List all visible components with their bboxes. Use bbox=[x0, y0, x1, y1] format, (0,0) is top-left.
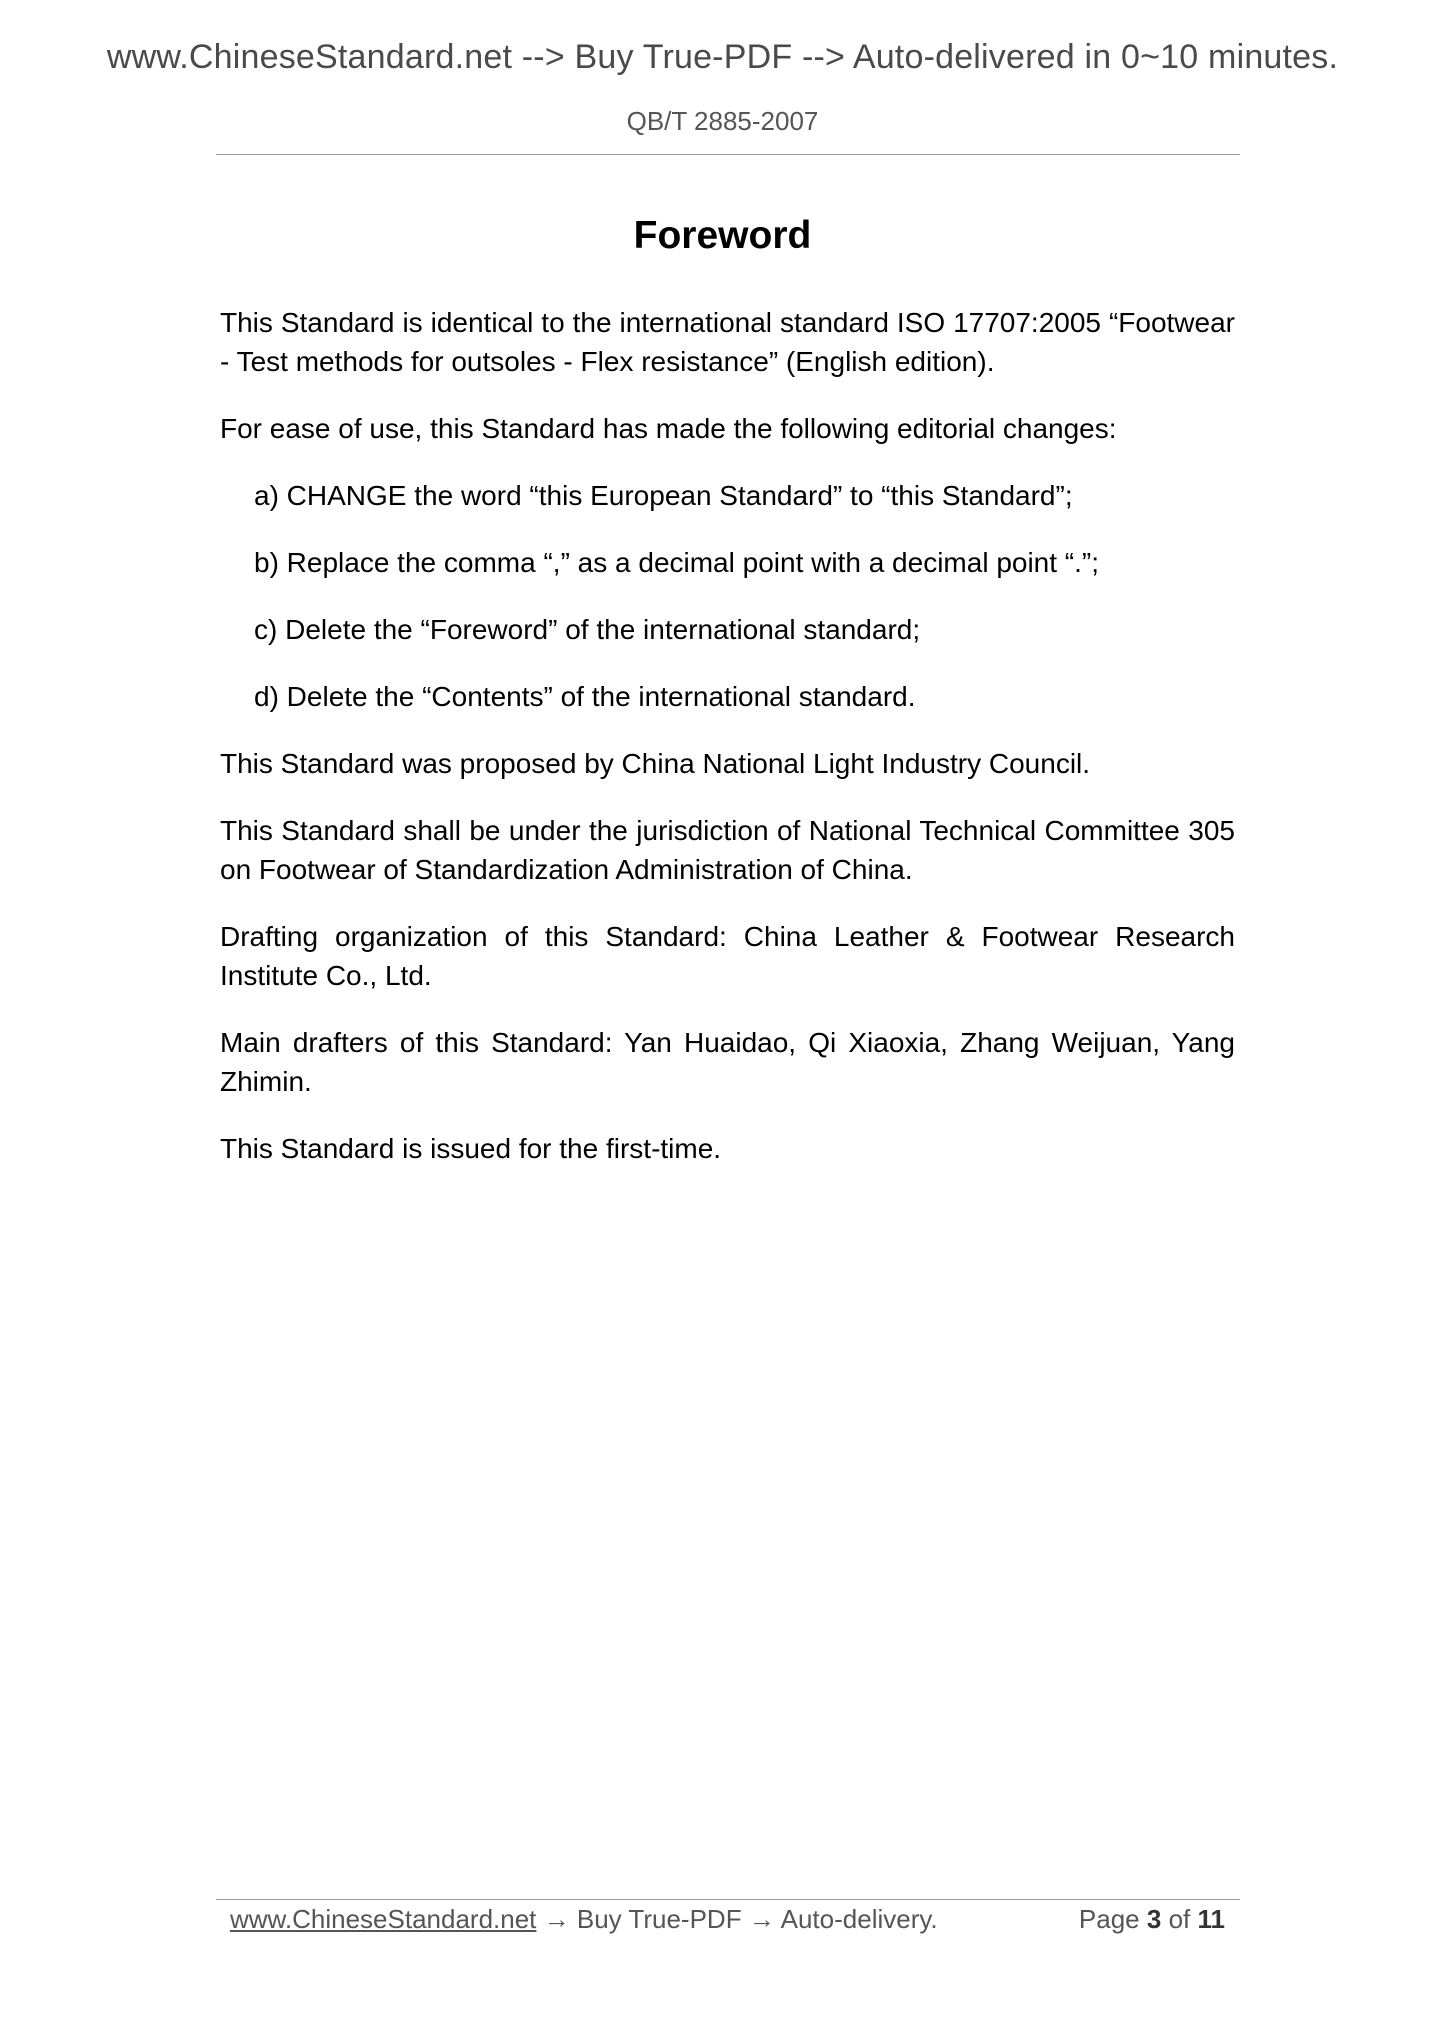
footer-divider bbox=[216, 1899, 1240, 1900]
footer-links bbox=[230, 1904, 938, 1935]
arrow-right-icon: → bbox=[543, 1904, 570, 1934]
footer-buy-text: Buy True-PDF bbox=[576, 1904, 742, 1934]
list-item: b) Replace the comma “,” as a decimal point with a decimal point “.”; bbox=[254, 547, 1100, 578]
list-item: a) CHANGE the word “this European Standard” to “this Standard”; bbox=[254, 480, 1073, 511]
footer-website-link[interactable]: www.ChineseStandard.net bbox=[230, 1904, 537, 1934]
of-label: of bbox=[1168, 1904, 1191, 1934]
page-footer bbox=[230, 1904, 1225, 1935]
paragraph-editorial-changes: For ease of use, this Standard has made the following editorial changes: bbox=[220, 413, 1117, 444]
page-current: 3 bbox=[1146, 1904, 1162, 1934]
list-item: c) Delete the “Foreword” of the international standard; bbox=[254, 614, 921, 645]
paragraph-proposed-by: This Standard was proposed by China National Light Industry Council. bbox=[220, 748, 1091, 779]
top-banner[interactable]: www.ChineseStandard.net --> Buy True-PDF --> Auto-delivered in 0~10 minutes. bbox=[106, 38, 1339, 76]
page-total: 11 bbox=[1197, 1904, 1225, 1934]
footer-delivery-text: Auto-delivery. bbox=[780, 1904, 938, 1934]
header-divider bbox=[216, 154, 1240, 155]
paragraph-drafting-organization: Drafting organization of this Standard: China Leather & Footwear Research Institute Co., Ltd. bbox=[220, 921, 1235, 991]
page-number bbox=[1079, 1904, 1225, 1935]
paragraph-first-issue: This Standard is issued for the first-time. bbox=[220, 1133, 722, 1164]
list-item: d) Delete the “Contents” of the international standard. bbox=[254, 681, 916, 712]
document-code: QB/T 2885-2007 bbox=[626, 106, 819, 136]
foreword-body bbox=[220, 303, 1235, 1196]
page-label: Page bbox=[1078, 1904, 1140, 1934]
paragraph-identical-standard: This Standard is identical to the international standard ISO 17707:2005 “Footwear - Test methods for outsoles - Flex resistance” (English edition). bbox=[220, 307, 1235, 377]
paragraph-main-drafters: Main drafters of this Standard: Yan Huaidao, Qi Xiaoxia, Zhang Weijuan, Yang Zhimin. bbox=[220, 1027, 1235, 1097]
page-title: Foreword bbox=[633, 214, 812, 257]
arrow-right-icon: → bbox=[748, 1904, 775, 1934]
paragraph-jurisdiction: This Standard shall be under the jurisdiction of National Technical Committee 305 on Footwear of Standardization Administration of China. bbox=[220, 815, 1235, 885]
